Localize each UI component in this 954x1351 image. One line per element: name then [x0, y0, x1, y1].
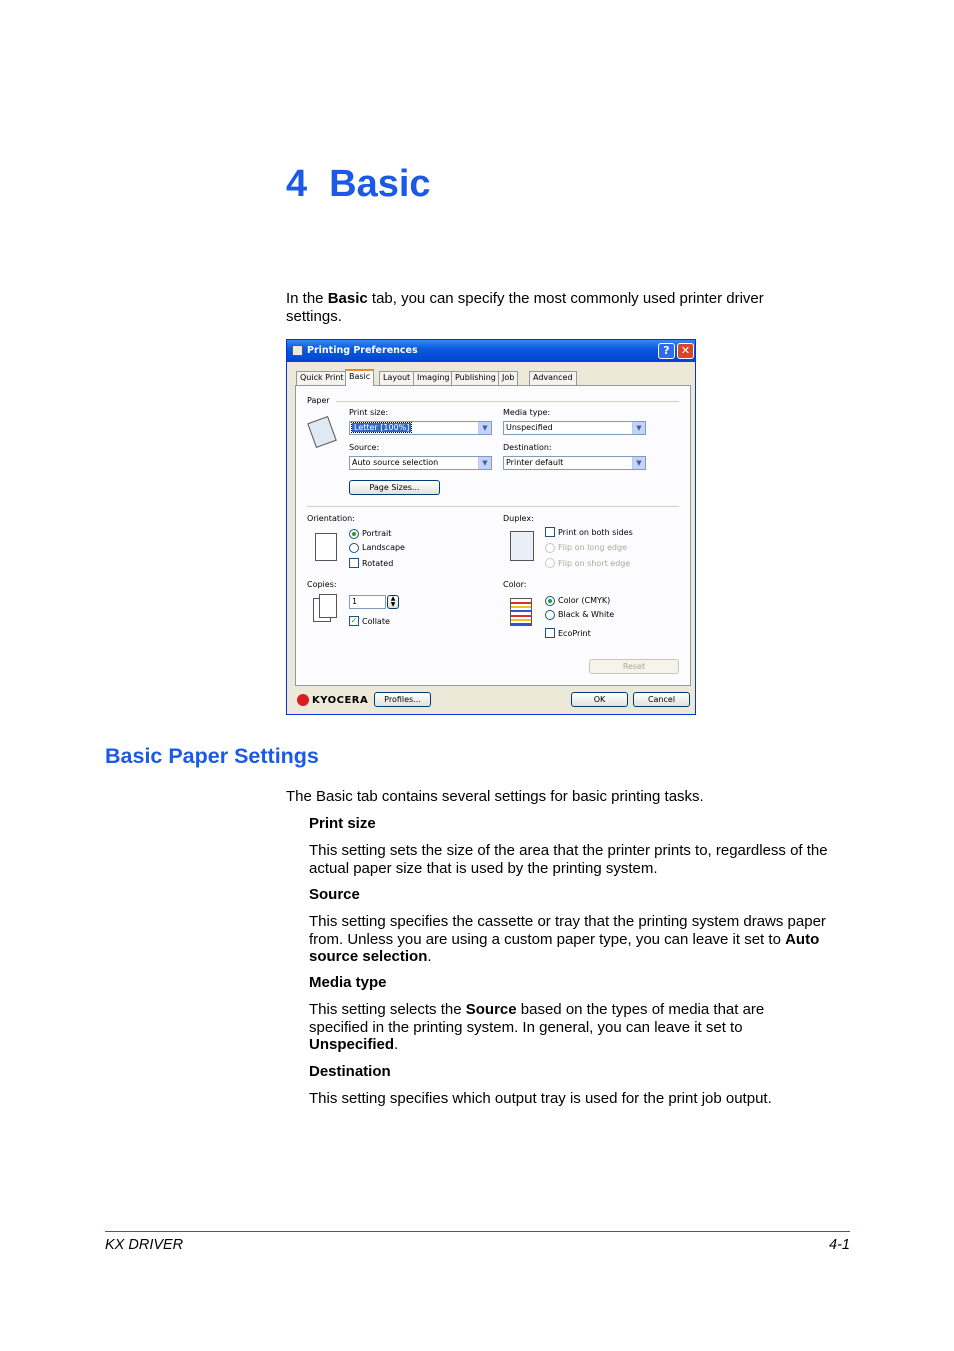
color-cmyk-radio[interactable]: [545, 596, 555, 606]
intro-text-bold: Basic: [327, 290, 368, 307]
chevron-down-icon: ▼: [632, 457, 645, 469]
basic-tab-panel: [295, 385, 691, 686]
intro-paragraph: [286, 290, 816, 325]
print-size-value: Letter [100%]: [354, 423, 410, 432]
media-type-body: [309, 1001, 799, 1054]
landscape-label: Landscape: [362, 543, 405, 552]
tab-imaging[interactable]: Imaging: [413, 371, 454, 385]
copies-value: 1: [352, 597, 358, 606]
paper-group-label: Paper: [307, 396, 330, 405]
tab-job[interactable]: Job: [498, 371, 518, 385]
source-body-end: .: [427, 948, 432, 965]
source-body: [309, 913, 841, 966]
color-page-icon: [510, 598, 532, 626]
intro-text-pre: In the: [286, 290, 328, 307]
paper-icon: [307, 416, 337, 448]
page-number: 4-1: [829, 1237, 850, 1253]
duplex-page-icon: [510, 531, 534, 561]
section-lead: The Basic tab contains several settings for basic printing tasks.: [286, 788, 704, 805]
media-type-body-bold-unspecified: Unspecified: [309, 1036, 395, 1053]
tab-publishing[interactable]: Publishing: [451, 371, 500, 385]
duplex-label: Duplex:: [503, 514, 534, 523]
destination-label: Destination:: [503, 443, 552, 452]
print-both-sides-label: Print on both sides: [558, 528, 633, 537]
media-type-select[interactable]: [503, 421, 646, 435]
copies-stepper[interactable]: ▲ ▼: [387, 595, 399, 609]
kyocera-logo-text: KYOCERA: [312, 695, 369, 706]
printer-app-icon: [292, 345, 303, 356]
media-type-label: Media type:: [503, 408, 551, 417]
color-label: Color:: [503, 580, 527, 589]
source-body-text: This setting specifies the cassette or tray that the printing system draws paper from. Unless you are using a custom paper type, you can leave it set to: [309, 913, 826, 948]
orientation-page-icon: [315, 533, 337, 561]
rotated-label: Rotated: [362, 559, 394, 568]
dialog-title: Printing Preferences: [307, 345, 418, 356]
chevron-down-icon: ▼: [632, 422, 645, 434]
ecoprint-label: EcoPrint: [558, 629, 591, 638]
ok-button[interactable]: OK: [571, 692, 628, 707]
destination-value: Printer default: [506, 458, 564, 467]
collate-label: Collate: [362, 617, 390, 626]
media-type-heading: Media type: [309, 974, 387, 991]
color-cmyk-label: Color (CMYK): [558, 596, 611, 605]
intro-text-post: tab, you can specify the most commonly used printer driver settings.: [286, 290, 764, 325]
flip-long-label: Flip on long edge: [558, 543, 627, 552]
printing-preferences-dialog: [286, 339, 696, 715]
media-type-body-end: .: [394, 1036, 399, 1053]
destination-body: This setting specifies which output tray is used for the print job output.: [309, 1090, 772, 1107]
print-both-sides-checkbox[interactable]: [545, 527, 555, 537]
chapter-name: Basic: [329, 163, 431, 205]
print-size-select[interactable]: [349, 421, 492, 435]
paper-group-divider: [336, 401, 679, 402]
profiles-button[interactable]: Profiles...: [374, 692, 431, 707]
rotated-checkbox[interactable]: [349, 558, 359, 568]
print-size-body: This setting sets the size of the area that the printer prints to, regardless of the actual paper size that is used by the printing system.: [309, 842, 828, 877]
tab-quick-print[interactable]: Quick Print: [296, 371, 348, 385]
flip-short-label: Flip on short edge: [558, 559, 631, 568]
media-type-value: Unspecified: [506, 423, 553, 432]
flip-long-radio[interactable]: [545, 543, 555, 553]
landscape-radio[interactable]: [349, 543, 359, 553]
kyocera-logo-icon: [297, 694, 309, 706]
portrait-radio[interactable]: [349, 529, 359, 539]
media-type-body-text: This setting selects the: [309, 1001, 466, 1018]
black-white-radio[interactable]: [545, 610, 555, 620]
footer-title: KX DRIVER: [105, 1237, 184, 1253]
chapter-number: 4: [286, 163, 308, 205]
chapter-title: [286, 163, 431, 206]
destination-select[interactable]: [503, 456, 646, 470]
chevron-down-icon: ▼: [478, 457, 491, 469]
ecoprint-checkbox[interactable]: [545, 628, 555, 638]
black-white-label: Black & White: [558, 610, 615, 619]
tab-layout[interactable]: Layout: [379, 371, 414, 385]
source-label: Source:: [349, 443, 380, 452]
paper-section-divider: [307, 506, 679, 507]
dialog-title-bar: [287, 340, 695, 362]
portrait-label: Portrait: [362, 529, 392, 538]
chevron-down-icon: ▼: [478, 422, 491, 434]
copies-input[interactable]: [349, 595, 386, 609]
print-size-label: Print size:: [349, 408, 389, 417]
source-select[interactable]: [349, 456, 492, 470]
orientation-label: Orientation:: [307, 514, 355, 523]
flip-short-radio[interactable]: [545, 558, 555, 568]
collate-checkbox[interactable]: ✓: [350, 616, 358, 625]
media-type-body-bold-source: Source: [465, 1001, 517, 1018]
footer-divider: [105, 1231, 850, 1232]
source-body-bold: Auto source selection: [309, 930, 820, 965]
section-title: Basic Paper Settings: [105, 744, 319, 768]
destination-heading: Destination: [309, 1063, 391, 1080]
copies-label: Copies:: [307, 580, 337, 589]
page-sizes-button[interactable]: Page Sizes...: [349, 480, 440, 495]
copies-page-icon: [319, 594, 337, 618]
tab-basic[interactable]: Basic: [345, 369, 374, 386]
reset-button[interactable]: Reset: [589, 659, 679, 674]
help-button[interactable]: ?: [658, 343, 675, 359]
media-type-body-mid: based on the types of media that are specified in the printing system. In general, you can leave it set to: [309, 1001, 765, 1036]
tab-advanced[interactable]: Advanced: [529, 371, 577, 385]
source-value: Auto source selection: [352, 458, 439, 467]
close-button[interactable]: ✕: [677, 343, 694, 359]
print-size-heading: Print size: [309, 815, 376, 832]
cancel-button[interactable]: Cancel: [633, 692, 690, 707]
source-heading: Source: [309, 886, 360, 903]
